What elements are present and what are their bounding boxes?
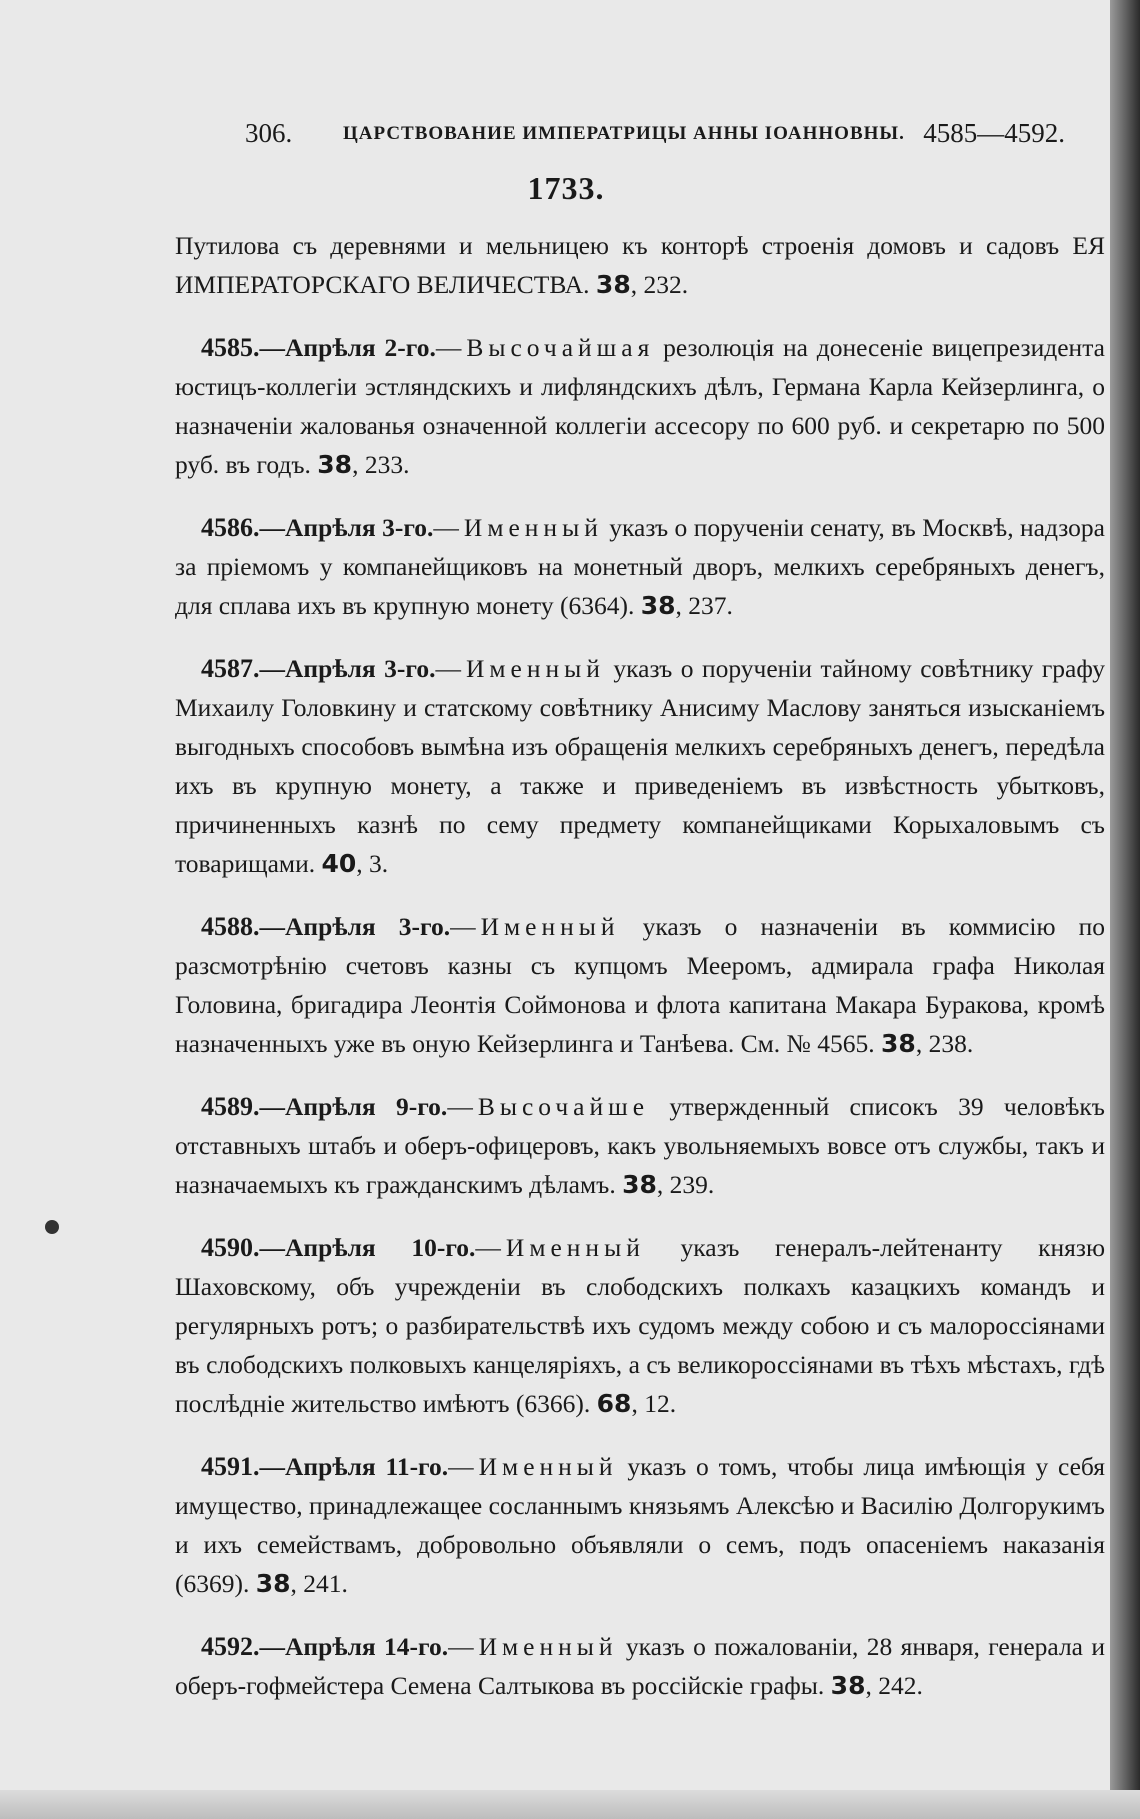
- entry-date: —Апрѣля 2-го.: [259, 333, 436, 362]
- volume-ref: 38: [317, 450, 353, 479]
- ink-spot: [45, 1220, 59, 1234]
- entry-text: утвержденный списокъ 39 человѣкъ отставныхъ штабъ и оберъ-офицеровъ, какъ увольняемыхъ вовсе отъ службы, такъ и назначаемыхъ къ гражданскимъ дѣламъ.: [175, 1092, 1105, 1199]
- entry-kind: —Именный: [433, 513, 603, 542]
- entry-text: указъ о порученіи сенату, въ Москвѣ, надзора за пріемомъ у компанейщиковъ на монетный дворъ, мелкихъ серебряныхъ денегъ, для сплава ихъ въ крупную монету (6364).: [175, 513, 1105, 620]
- entry-kind: —Именный: [450, 912, 620, 941]
- entry-date: —Апрѣля 14-го.: [259, 1632, 449, 1661]
- entry-4591: [175, 1447, 1105, 1603]
- entry-4588: [175, 907, 1105, 1063]
- entry-date: —Апрѣля 3-го.: [259, 513, 434, 542]
- volume-ref: 38: [640, 591, 676, 620]
- page-ref: , 238.: [915, 1029, 974, 1058]
- entry-4585: [175, 328, 1105, 484]
- intro-text: Путилова съ деревнями и мельницею къ конторѣ строенія домовъ и садовъ ЕЯ ИМПЕРАТОРСКАГО ВЕЛИЧЕСТВА.: [175, 231, 1105, 299]
- page-ref: , 242.: [865, 1671, 923, 1700]
- entry-date: —Апрѣля 9-го.: [259, 1092, 448, 1121]
- intro-paragraph: [175, 226, 1105, 304]
- entry-text: указъ о томъ, чтобы лица имѣющія у себя имущество, принадлежащее сосланнымъ князьямъ Алексѣю и Василію Долгорукимъ и ихъ семействамъ, добровольно объявляли о семъ, подъ опасеніемъ наказанія (6369).: [175, 1452, 1105, 1598]
- volume-ref: 38: [255, 1569, 291, 1598]
- entry-text: указъ о пожалованіи, 28 января, генерала и оберъ-гофмейстера Семена Салтыкова въ россійскіе графы.: [175, 1632, 1105, 1700]
- entry-date: —Апрѣля 11-го.: [259, 1452, 449, 1481]
- page-ref: , 241.: [290, 1569, 348, 1598]
- entry-kind: —Именный: [435, 654, 605, 683]
- page-ref: , 237.: [675, 591, 733, 620]
- page-ref: , 239.: [656, 1170, 715, 1199]
- entry-4592: [175, 1627, 1105, 1705]
- entry-text: указъ о порученіи тайному совѣтнику графу Михаилу Головкину и статскому совѣтнику Анисиму Маслову заняться изысканіемъ выгодныхъ способовъ вымѣна изъ обращенія мелкихъ серебряныхъ денегъ, передѣла ихъ въ крупную монету, а также и приведеніемъ въ извѣстность убытковъ, причиненныхъ казнѣ по сему предмету компанейщиками Корыхаловымъ съ товарищами.: [175, 654, 1105, 878]
- entry-number: 4585.: [201, 333, 260, 362]
- entry-4590: [175, 1228, 1105, 1423]
- page-number: 306.: [245, 118, 293, 148]
- entry-date: —Апрѣля 3-го.: [259, 912, 451, 941]
- page-ref: , 232.: [630, 270, 689, 299]
- entry-number: 4590.: [201, 1233, 260, 1262]
- page-edge-shadow: [1110, 0, 1140, 1819]
- entry-number: 4591.: [201, 1452, 260, 1481]
- entry-text: резолюція на донесеніе вицепрезидента юстицъ-коллегіи эстляндскихъ и лифляндскихъ дѣлъ, Германа Карла Кейзерлинга, о назначеніи жалованья означенной коллегіи ассесору по 600 руб. и секретарю по 500 руб. въ годъ.: [175, 333, 1105, 479]
- volume-ref: 38: [881, 1029, 916, 1058]
- entry-4589: [175, 1087, 1105, 1204]
- entry-kind: —Высочайше: [447, 1092, 650, 1121]
- entry-number: 4589.: [201, 1092, 260, 1121]
- entry-4587: [175, 649, 1105, 883]
- entry-number: 4592.: [201, 1632, 260, 1661]
- volume-ref: 38: [622, 1170, 657, 1199]
- entry-text: указъ генералъ-лейтенанту князю Шаховскому, объ учрежденіи въ слободскихъ полкахъ казацкихъ командъ и регулярныхъ ротъ; о разбирательствѣ ихъ судомъ между собою и съ малороссіянами въ слободскихъ полковыхъ канцеляріяхъ, а съ великороссіянами въ тѣхъ мѣстахъ, гдѣ послѣдніе жительство имѣютъ (6366).: [175, 1233, 1105, 1418]
- page-bottom-edge: [0, 1790, 1140, 1819]
- page-ref: , 233.: [352, 450, 410, 479]
- page-ref: , 3.: [356, 849, 389, 878]
- volume-ref: 38: [830, 1671, 866, 1700]
- entry-text: указъ о назначеніи въ коммисію по разсмотрѣнію счетовъ казны съ купцомъ Мееромъ, адмирала графа Николая Головина, бригадира Леонтія Соймонова и флота капитана Макара Буракова, кромѣ назначенныхъ уже въ оную Кейзерлинга и Танѣева. См. № 4565.: [175, 912, 1105, 1058]
- entry-kind: —Именный: [448, 1632, 618, 1661]
- document-body: [175, 226, 1105, 1705]
- entry-kind: —Именный: [475, 1233, 645, 1262]
- entry-range: 4585—4592.: [923, 118, 1065, 148]
- volume-ref: 38: [595, 270, 631, 299]
- entry-kind: —Высочайшая: [435, 333, 655, 362]
- volume-ref: 40: [321, 849, 357, 878]
- entry-4586: [175, 508, 1105, 625]
- entry-number: 4588.: [201, 912, 260, 941]
- volume-ref: 68: [596, 1389, 632, 1418]
- running-header: [245, 118, 1065, 158]
- entry-date: —Апрѣля 3-го.: [259, 654, 436, 683]
- page-ref: , 12.: [631, 1389, 677, 1418]
- running-title: ЦАРСТВОВАНИЕ ИМПЕРАТРИЦЫ АННЫ ІОАННОВНЫ.: [343, 123, 905, 144]
- year-heading: 1733.: [527, 170, 605, 206]
- entry-number: 4586.: [201, 513, 260, 542]
- entry-kind: —Именный: [448, 1452, 618, 1481]
- entry-date: —Апрѣля 10-го.: [259, 1233, 476, 1262]
- entry-number: 4587.: [201, 654, 260, 683]
